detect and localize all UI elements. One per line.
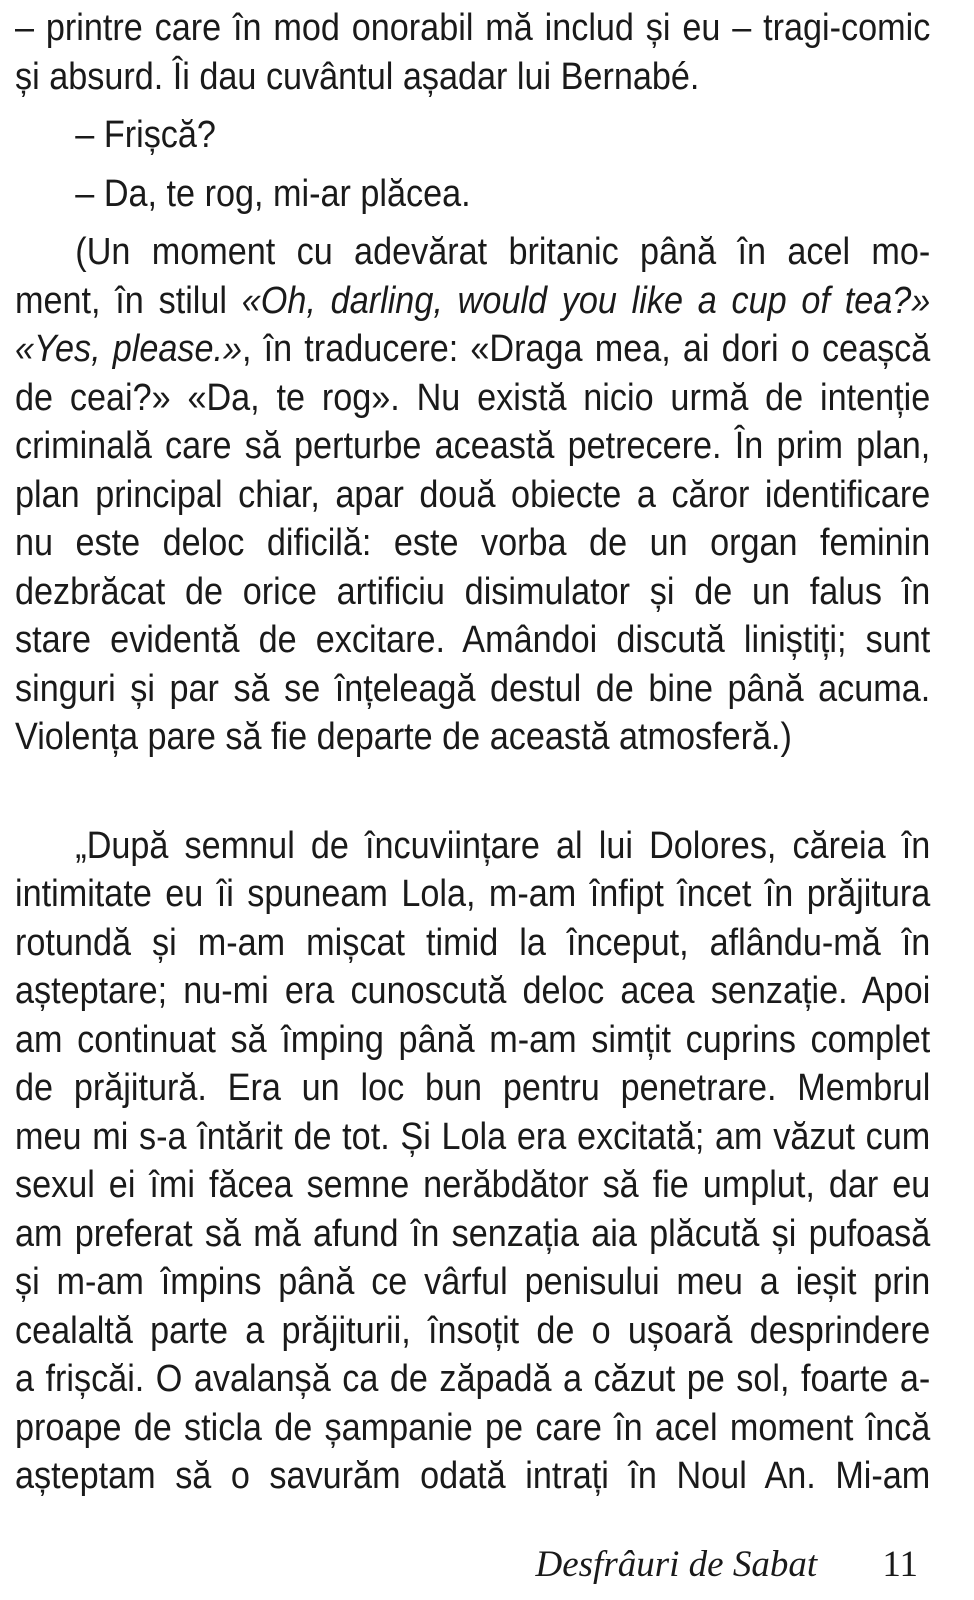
text-segment: – printre care în mod onorabil mă includ și eu – tragi-comic (15, 7, 931, 49)
page-number: 11 (882, 1544, 918, 1585)
text-segment: nu este deloc dificilă: este vorba de un organ feminin (15, 522, 931, 564)
text-line (15, 1113, 930, 1162)
text-segment: Violența pare să fie departe de această atmosferă.) (15, 716, 792, 758)
italic-text-segment: «Oh, darling, would you like a cup of tea?» (241, 279, 931, 322)
text-line (15, 1210, 930, 1259)
dialogue-frisca (15, 111, 930, 160)
page-text (15, 4, 930, 1511)
text-line (15, 967, 930, 1016)
text-line (15, 111, 930, 160)
text-segment: de prăjitură. Era un loc bun pentru penetrare. Membrul (15, 1067, 931, 1109)
text-segment: (Un moment cu adevărat britanic până în acel mo- (75, 231, 931, 273)
text-line (15, 228, 930, 277)
text-segment: – Frișcă? (75, 114, 216, 156)
text-segment: așteptare; nu-mi era cunoscută deloc acea senzație. Apoi (15, 970, 931, 1012)
text-segment: dezbrăcat de orice artificiu disimulator și de un falus în (15, 570, 931, 613)
text-segment: am continuat să împing până m-am simțit cuprins complet (15, 1018, 931, 1061)
text-line (15, 1161, 930, 1210)
quote-paragraph (15, 822, 930, 1501)
text-segment: sexul ei îmi făcea semne nerăbdător să fie umplut, dar eu (15, 1164, 931, 1206)
text-segment: stare evidentă de excitare. Amândoi discută liniștiți; sunt (15, 619, 931, 661)
text-segment: cealaltă parte a prăjiturii, însoțit de o ușoară desprindere (15, 1309, 931, 1352)
text-line (15, 1258, 930, 1307)
text-line (15, 1307, 930, 1356)
text-line (15, 471, 930, 520)
text-segment: – Da, te rog, mi-ar plăcea. (75, 172, 471, 215)
text-line (15, 1404, 930, 1453)
text-segment: singuri și par să se înțeleagă destul de bine până acuma. (15, 667, 931, 710)
text-segment: ment, în stilul (15, 279, 242, 322)
continuation-paragraph (15, 4, 930, 101)
text-segment: rotundă și m-am mișcat timid la început, aflându-mă în (15, 921, 931, 964)
text-line (15, 374, 930, 423)
italic-text-segment: «Yes, please.» (15, 328, 243, 370)
text-line (15, 170, 930, 219)
page-footer (536, 1543, 919, 1586)
text-segment: și m-am împins până ce vârful penisului meu a ieșit prin (15, 1261, 931, 1303)
text-segment: intimitate eu îi spuneam Lola, m-am înfipt încet în prăjitura (15, 873, 931, 915)
text-line (15, 4, 930, 53)
text-line (15, 665, 930, 714)
text-segment: „După semnul de încuviințare al lui Dolores, căreia în (75, 824, 931, 867)
text-line (15, 870, 930, 919)
text-line (15, 519, 930, 568)
text-segment: a frișcăi. O avalanșă ca de zăpadă a căzut pe sol, foarte a- (15, 1358, 931, 1400)
text-segment: criminală care să perturbe această petrecere. În prim plan, (15, 425, 931, 467)
running-title: Desfrâuri de Sabat (535, 1544, 818, 1585)
text-line (15, 1016, 930, 1065)
text-line (15, 1452, 930, 1501)
text-line (15, 1355, 930, 1404)
text-segment: proape de sticla de șampanie pe care în acel moment încă (15, 1406, 931, 1449)
text-segment: am preferat să mă afund în senzația aia plăcută și pufoasă (15, 1212, 931, 1255)
parenthetical-paragraph (15, 228, 930, 762)
text-line (15, 277, 930, 326)
dialogue-da-te-rog (15, 170, 930, 219)
text-line (15, 422, 930, 471)
text-line (15, 53, 930, 102)
text-line (15, 1064, 930, 1113)
text-segment: așteptam să o savurăm odată intrați în Noul An. Mi-am (15, 1455, 931, 1497)
text-segment: meu mi s-a întărit de tot. Și Lola era excitată; am văzut cum (15, 1115, 931, 1158)
text-segment: plan principal chiar, apar două obiecte a căror identificare (15, 473, 931, 516)
text-line (15, 616, 930, 665)
text-line (15, 919, 930, 968)
text-line (15, 713, 930, 762)
text-segment: și absurd. Îi dau cuvântul așadar lui Bernabé. (15, 55, 700, 98)
text-segment: , în traducere: «Draga mea, ai dori o ceașcă (242, 328, 931, 370)
text-segment: de ceai?» «Da, te rog». Nu există nicio urmă de intenție (15, 376, 931, 419)
text-line (15, 568, 930, 617)
text-line (15, 822, 930, 871)
text-line (15, 325, 930, 374)
